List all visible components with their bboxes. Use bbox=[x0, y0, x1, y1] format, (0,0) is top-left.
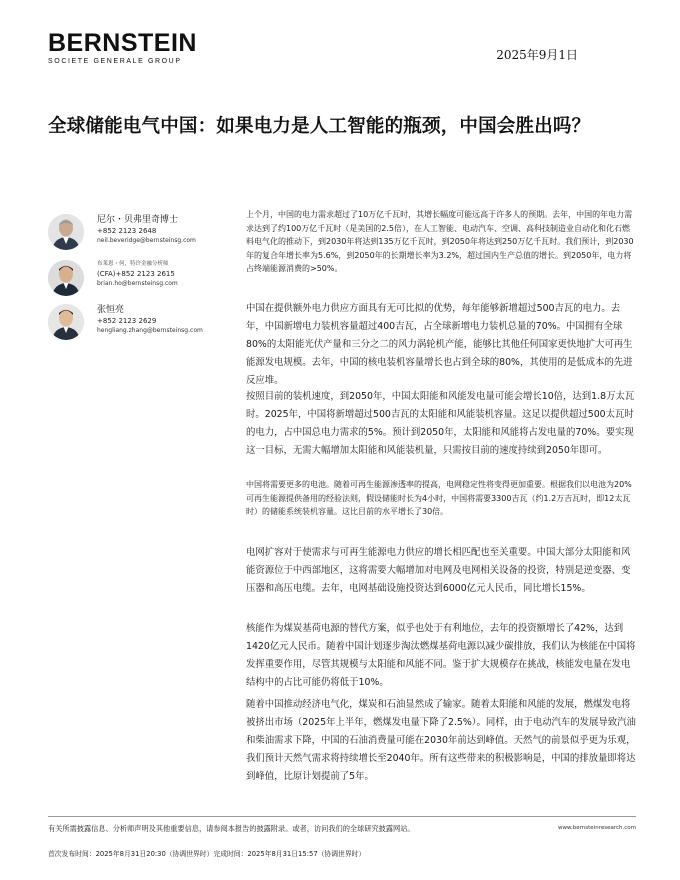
paragraph-nuclear: 核能作为煤炭基荷电源的替代方案，似乎也处于有利地位，去年的投资额增长了42%，达到1420亿元人民币。随着中国计划逐步淘汰燃煤基荷电源以减少碳排放，我们认为核能在中国将发挥重要作用，尽管其规模与太阳能和风能不同。鉴于扩大规模存在挑战，核能发电量在发电结构中的占比可能仍将低于10%。 bbox=[246, 623, 636, 688]
bernstein-logo bbox=[48, 30, 197, 65]
paragraph-demand: 上个月，中国的电力需求超过了10万亿千瓦时，其增长幅度可能远高于许多人的预期。去年，中国的年电力需求达到了约100万亿千瓦时（是美国的2.5倍），在人工智能、电动汽车、空调、高科技制造业自动化和化石燃料电气化的推动下，到2030年将达到135万亿千瓦时，到2050年将达到250万亿千瓦时。我们预计，到2030年的复合年增长率为5.6%，到2050年的长期增长率为3.2%，超过国内生产总值的增长。到2050年，电力将占终端能源消费的>50%。 bbox=[246, 210, 634, 273]
logo-subtitle: SOCIETE GENERALE GROUP bbox=[48, 58, 182, 65]
paragraph-grid: 电网扩容对于使需求与可再生能源电力供应的增长相匹配也至关重要。中国大部分太阳能和风能资源位于中西部地区，这将需要大幅增加对电网及电网相关设备的投资，特别是逆变器、变压器和高压电缆。去年，电网基础设施投资达到6000亿元人民币，同比增长15%。 bbox=[246, 547, 631, 594]
analyst-name: 张恒亮 bbox=[97, 305, 125, 315]
paragraph-coal-oil: 随着中国推动经济电气化，煤炭和石油显然成了输家。随着太阳能和风能的发展，燃煤发电将被挤出市场（2025年上半年，燃煤发电量下降了2.5%）。同样，由于电动汽车的发展导致汽油和柴油需求下降，中国的石油消费量可能在2030年前达到峰值。天然气的前景似乎更为乐观，我们预计天然气需求将持续增长至2040年。所有这些带来的积极影响是，中国的排放量即将达到峰值，比原计划提前了5年。 bbox=[246, 699, 636, 782]
analyst-email[interactable]: hengliang.zhang@bernsteinsg.com bbox=[97, 327, 203, 334]
analyst-email[interactable]: brian.ho@bernsteinsg.com bbox=[97, 280, 178, 287]
disclosure-note: 有关所需披露信息、分析师声明及其他重要信息，请参阅本报告的披露附录。或者，访问我们的全球研究披露网站。 bbox=[48, 824, 415, 833]
analyst-phone: +852 2123 2648 bbox=[97, 227, 157, 235]
footer-divider bbox=[48, 816, 636, 817]
report-title: 全球储能电气中国：如果电力是人工智能的瓶颈，中国会胜出吗？ bbox=[48, 116, 591, 137]
analyst-photo-2 bbox=[48, 260, 84, 296]
analyst-email[interactable]: neil.beveridge@bernsteinsg.com bbox=[97, 237, 196, 244]
analyst-phone: +852 2123 2629 bbox=[97, 317, 157, 325]
logo-wordmark: BERNSTEIN bbox=[48, 29, 197, 57]
analyst-phone: (CFA)+852 2123 2615 bbox=[97, 270, 175, 278]
paragraph-supply-advantage: 中国在提供额外电力供应方面具有无可比拟的优势，每年能够新增超过500吉瓦的电力。去年，中国新增电力装机容量超过400吉瓦，占全球新增电力装机总量的70%。中国拥有全球80%的太阳能光伏产量和三分之二的风力涡轮机产能，能够比其他任何国家更快地扩大可再生能源发电规模。去年，中国的核电装机容量增长也占到全球的80%，其使用的是低成本的先进反应堆。 bbox=[246, 303, 633, 386]
paragraph-solar-wind: 按照目前的装机速度，到2050年，中国太阳能和风能发电量可能会增长10倍，达到1.8万太瓦时。2025年，中国将新增超过500吉瓦的太阳能和风能装机容量。这足以提供超过500太瓦时的电力，占中国总电力需求的5%。预计到2050年，太阳能和风能将占发电量的70%。要实现这一目标，无需大幅增加太阳能和风能装机量，只需按目前的速度持续到2050年即可。 bbox=[246, 391, 635, 456]
report-body bbox=[246, 208, 636, 788]
analyst-name: 尼尔・贝弗里奇博士 bbox=[97, 215, 179, 225]
analyst-role: 布莱恩・何，特许金融分析师 bbox=[97, 261, 169, 267]
publication-timestamps: 首次发布时间：2025年8月31日20:30（协调世界时）完成时间：2025年8月31日15:57（协调世界时） bbox=[48, 850, 366, 858]
website-link[interactable]: www.bernsteinresearch.com bbox=[558, 825, 636, 831]
analyst-photo-3 bbox=[48, 304, 84, 340]
paragraph-batteries: 中国将需要更多的电池。随着可再生能源渗透率的提高，电网稳定性将变得更加重要。根据我们以电池为20%可再生能源提供备用的经验法则，假设储能时长为4小时，中国将需要3300吉瓦（约1.2万吉瓦时，即12太瓦时）的储能系统装机容量。这比目前的水平增长了30倍。 bbox=[246, 480, 632, 516]
analyst-photo-1 bbox=[48, 214, 84, 250]
report-date: 2025年9月1日 bbox=[496, 48, 578, 62]
